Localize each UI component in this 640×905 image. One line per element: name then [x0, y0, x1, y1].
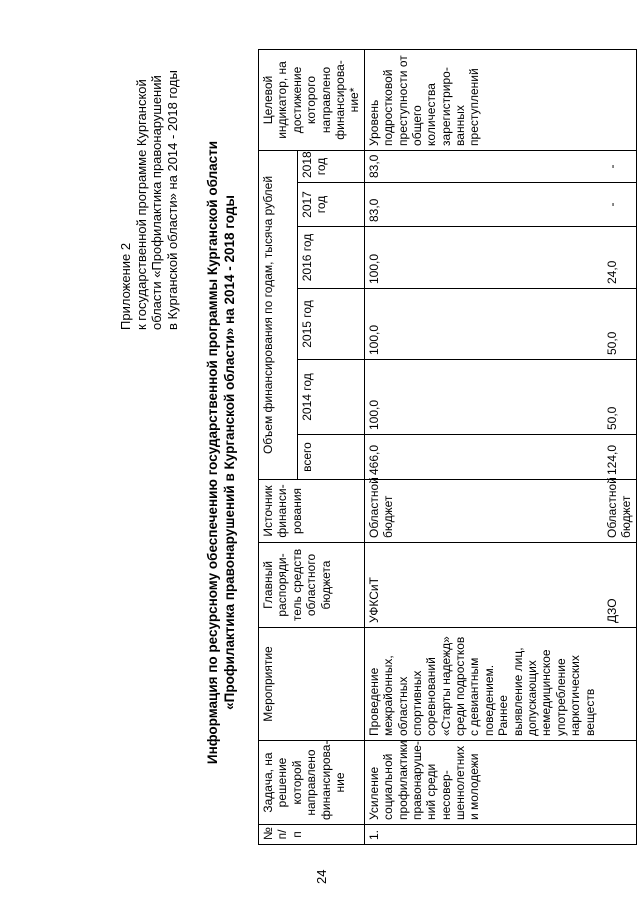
- header-year-2017: 2017 год: [297, 183, 364, 227]
- source-item: Областной бюджет: [604, 477, 634, 538]
- year-2014-value: 50,0: [604, 406, 619, 430]
- cell-2017: [364, 183, 636, 227]
- cell-2015: [364, 289, 636, 360]
- total-value: 124,0: [604, 444, 619, 475]
- appendix-line: области «Профилактика правонарушений: [149, 75, 165, 330]
- header-source: Источник финанси-рования: [259, 480, 365, 543]
- cell-task: Усиление социальной профилактики правонаруше-ний среди несовер-шеннолетних и молодежи: [364, 741, 636, 825]
- title-line: Информация по ресурсному обеспечению государственной программы Курганской области: [205, 140, 220, 765]
- header-year-2018: 2018 год: [297, 150, 364, 182]
- year-2014-value: 100,0: [366, 399, 381, 430]
- financing-table: [258, 49, 637, 845]
- header-indicator: Целевой индикатор, на достижение которого направлено финансирова-ние*: [259, 49, 365, 150]
- manager-item: УФКСиТ: [366, 577, 381, 623]
- year-2016-value: 100,0: [366, 253, 381, 284]
- appendix-line: в Курганской области» на 2014 - 2018 годы: [164, 70, 180, 330]
- year-2018-value: -: [604, 164, 619, 169]
- source-item: Областной бюджет: [366, 477, 396, 538]
- document-title: [205, 0, 239, 905]
- cell-total: [364, 435, 636, 480]
- year-2015-value: 100,0: [366, 324, 381, 355]
- appendix-line: Приложение 2: [118, 242, 133, 330]
- year-2017-value: -: [604, 202, 619, 207]
- table-row: [364, 49, 636, 844]
- total-value: 466,0: [366, 444, 381, 475]
- appendix-line: к государственной программе Курганской: [133, 79, 149, 330]
- cell-manager: [364, 543, 636, 628]
- header-total: всего: [297, 435, 364, 480]
- header-num: № п/п: [259, 825, 365, 845]
- header-manager: Главный распоряди-тель средств областного бюджета: [259, 543, 365, 628]
- header-year-2016: 2016 год: [297, 227, 364, 289]
- activity-item: Проведение межрайонных, областных спортивных соревнований «Старты надежд» среди подростков с девиантным поведением.: [366, 636, 496, 736]
- manager-item: ДЗО: [604, 598, 619, 623]
- header-task: Задача, на решение которой направлено финансирова-ние: [259, 741, 365, 825]
- page-number: 24: [314, 869, 329, 884]
- cell-2018: [364, 150, 636, 182]
- header-year-2014: 2014 год: [297, 360, 364, 435]
- year-2016-value: 24,0: [604, 260, 619, 284]
- cell-source: [364, 477, 636, 543]
- cell-2014: [364, 360, 636, 435]
- header-row: [259, 49, 298, 844]
- cell-activity: [364, 628, 636, 741]
- header-activity: Мероприятие: [259, 628, 365, 741]
- year-2015-value: 50,0: [604, 331, 619, 355]
- appendix-block: [118, 10, 180, 330]
- cell-indicator: Уровень подростковой преступности от общего количества зарегистриро-ванных преступлений: [364, 49, 636, 150]
- year-2018-value: 83,0: [366, 154, 381, 178]
- activity-item: Раннее выявление лиц, допускающих немедицинское употребление наркотических веществ: [496, 647, 597, 736]
- cell-2016: [364, 227, 636, 289]
- title-line: «Профилактика правонарушений в Курганской области» на 2014 - 2018 годы: [221, 195, 237, 710]
- header-volume: Объем финансирования по годам, тысяча рублей: [259, 150, 298, 479]
- header-year-2015: 2015 год: [297, 289, 364, 360]
- cell-num: 1.: [364, 825, 636, 845]
- year-2017-value: 83,0: [366, 198, 381, 222]
